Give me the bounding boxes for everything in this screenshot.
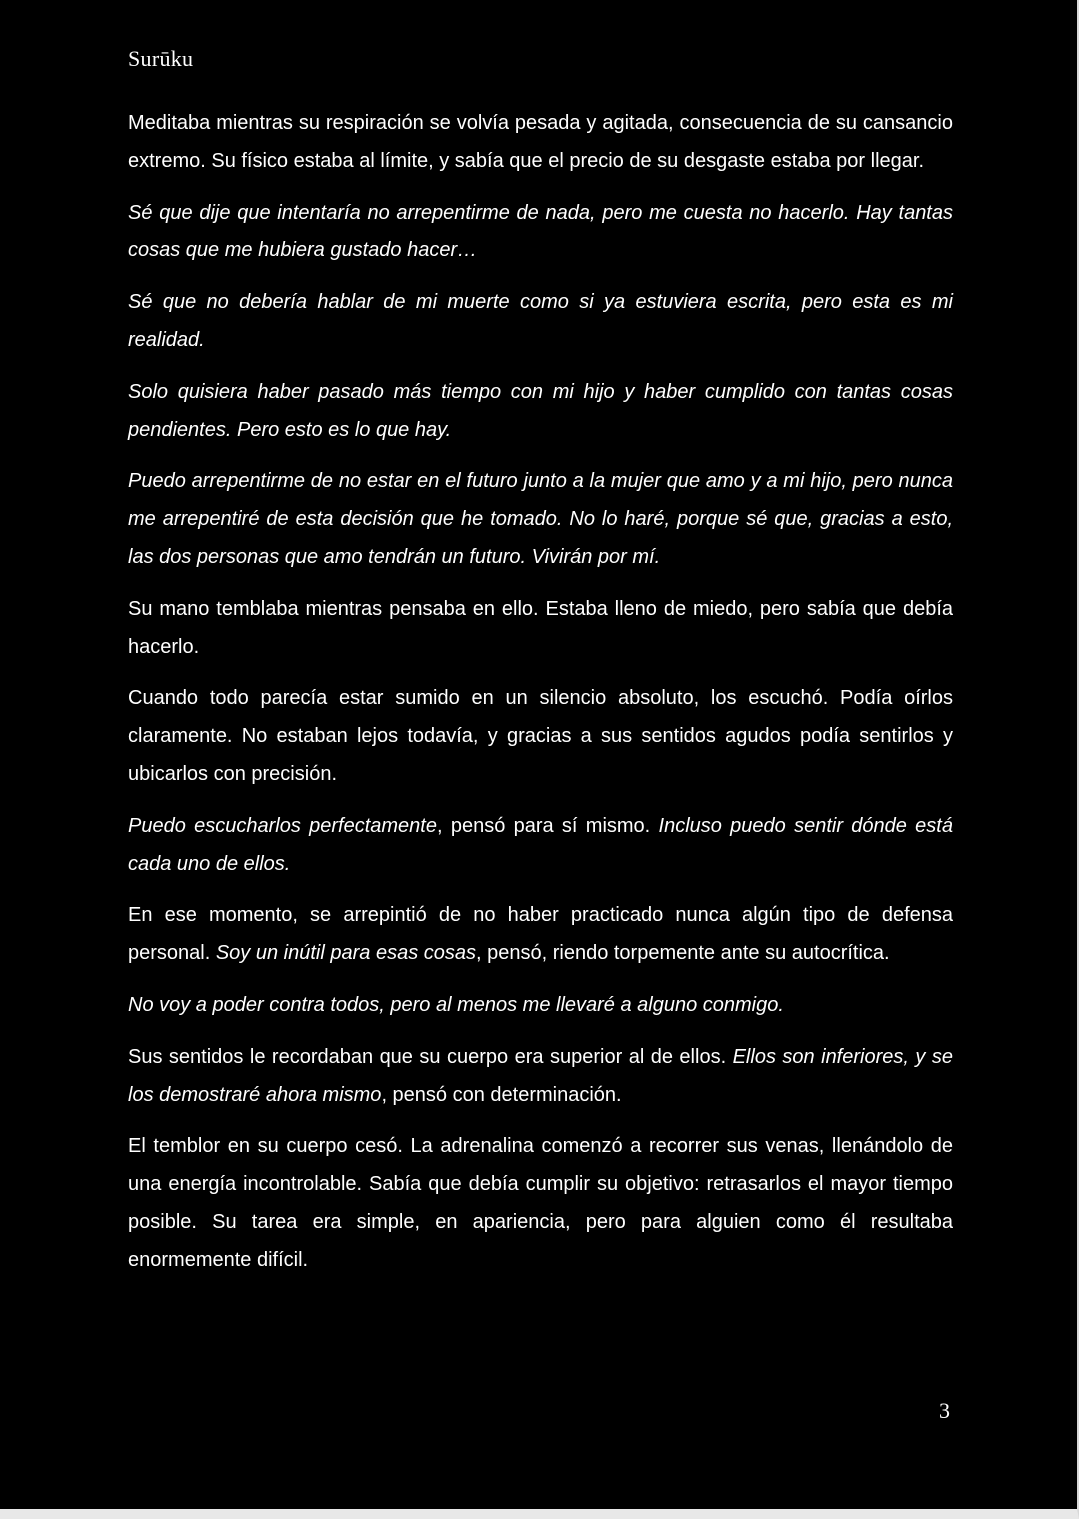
text-run: En ese momento, se arrepintió de no haber practicado nunca algún tipo de defensa personal. (128, 904, 953, 965)
running-head: Surūku (128, 46, 194, 71)
paragraph (128, 808, 953, 884)
italic-text-run: Incluso puedo sentir dónde está cada uno de ellos. (128, 814, 953, 875)
text-run: Sus sentidos le recordaban que su cuerpo era superior al de ellos. (128, 1045, 733, 1068)
paragraph (128, 680, 953, 793)
text-run: , pensó, riendo torpemente ante su autocrítica. (476, 942, 890, 965)
paragraph (128, 374, 953, 450)
paragraph (128, 284, 953, 360)
italic-text-run: No voy a poder contra todos, pero al menos me llevaré a alguno conmigo. (128, 993, 784, 1016)
italic-text-run: Solo quisiera haber pasado más tiempo con mi hijo y haber cumplido con tantas cosas pendientes. Pero esto es lo que hay. (128, 380, 953, 441)
italic-text-run: Sé que dije que intentaría no arrepentirme de nada, pero me cuesta no hacerlo. Hay tantas cosas que me hubiera gustado hacer… (128, 201, 953, 262)
text-run: El temblor en su cuerpo cesó. La adrenalina comenzó a recorrer sus venas, llenándolo de una energía incontrolable. Sabía que debía cumplir su objetivo: retrasarlos el mayor tiempo posible. Su tarea era simple, en apariencia, pero para alguien como él resultaba enormemente difícil. (128, 1135, 953, 1271)
italic-text-run: Puedo arrepentirme de no estar en el futuro junto a la mujer que amo y a mi hijo, pero nunca me arrepentiré de esta decisión que he tomado. No lo haré, porque sé que, gracias a esto, las dos personas que amo tendrán un futuro. Vivirán por mí. (128, 470, 953, 568)
paragraph (128, 591, 953, 667)
paragraph (128, 1039, 953, 1115)
paragraph (128, 987, 953, 1025)
italic-text-run: Puedo escucharlos perfectamente (128, 814, 437, 837)
text-run: Cuando todo parecía estar sumido en un silencio absoluto, los escuchó. Podía oírlos claramente. No estaban lejos todavía, y gracias a sus sentidos agudos podía sentirlos y ubicarlos con precisión. (128, 687, 953, 785)
body-text (128, 105, 953, 1294)
text-run: Su mano temblaba mientras pensaba en ello. Estaba lleno de miedo, pero sabía que debía hacerlo. (128, 597, 953, 658)
italic-text-run: Soy un inútil para esas cosas (215, 942, 476, 965)
paragraph (128, 195, 953, 271)
paragraph (128, 1128, 953, 1279)
paragraph (128, 105, 953, 181)
paragraph (128, 463, 953, 576)
italic-text-run: Ellos son inferiores, y se los demostraré ahora mismo (128, 1045, 953, 1106)
paragraph (128, 897, 953, 973)
text-run: Meditaba mientras su respiración se volvía pesada y agitada, consecuencia de su cansancio extremo. Su físico estaba al límite, y sabía que el precio de su desgaste estaba por llegar. (128, 112, 953, 172)
text-run: , pensó con determinación. (381, 1083, 622, 1106)
text-run: , pensó para sí mismo. (436, 814, 659, 837)
italic-text-run: Sé que no debería hablar de mi muerte como si ya estuviera escrita, pero esta es mi realidad. (128, 291, 953, 351)
page-number: 3 (939, 1398, 950, 1423)
